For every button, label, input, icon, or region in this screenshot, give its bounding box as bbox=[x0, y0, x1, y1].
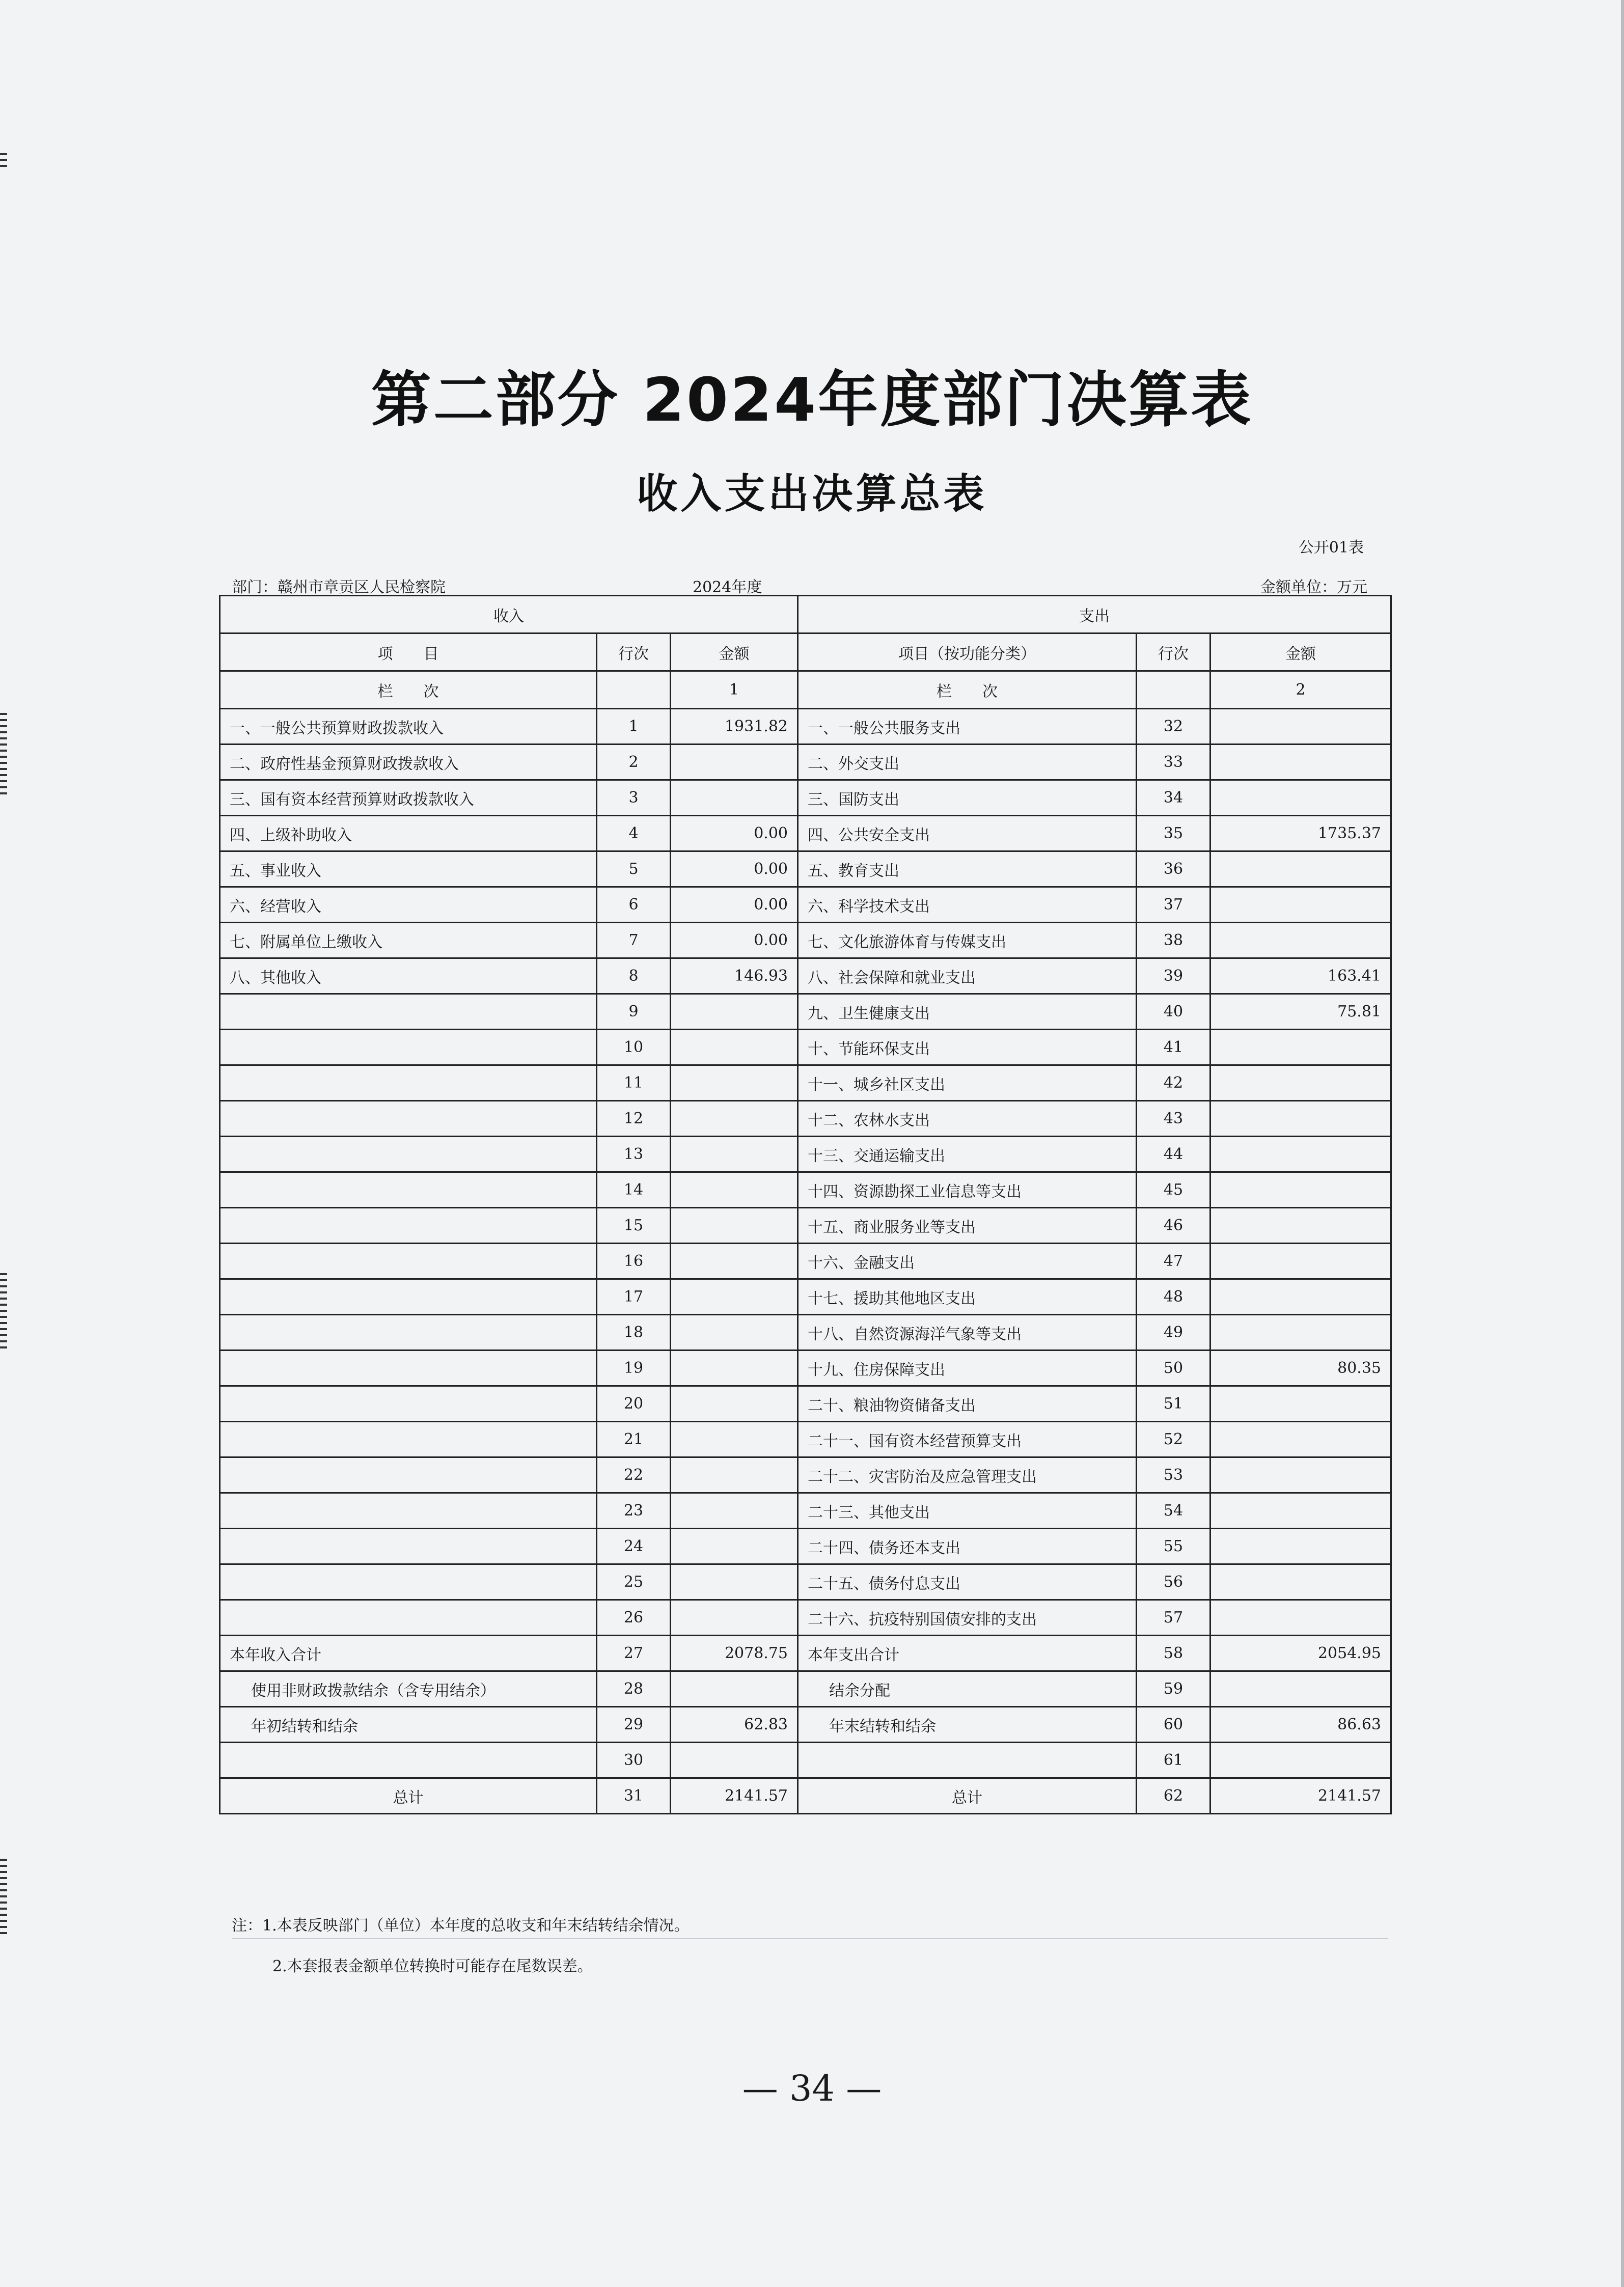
year-label: 2024年度 bbox=[693, 578, 762, 596]
table-row bbox=[220, 1743, 1391, 1778]
expense-item-cell: 结余分配 bbox=[798, 1671, 1137, 1707]
expense-row-no-cell: 42 bbox=[1137, 1065, 1210, 1101]
expense-item-cell bbox=[798, 1743, 1137, 1778]
expense-row-no-cell: 47 bbox=[1137, 1244, 1210, 1279]
expense-item-cell: 十一、城乡社区支出 bbox=[798, 1065, 1137, 1101]
income-item-cell bbox=[220, 1065, 597, 1101]
expense-amount-cell bbox=[1210, 1457, 1391, 1493]
expense-amount-cell bbox=[1210, 1279, 1391, 1315]
expense-item-cell: 一、一般公共服务支出 bbox=[798, 709, 1137, 745]
income-item-cell bbox=[220, 1279, 597, 1315]
binding-mark bbox=[0, 1273, 7, 1275]
expense-amount-cell bbox=[1210, 1743, 1391, 1778]
table-row bbox=[220, 1386, 1391, 1422]
income-amount-cell: 2141.57 bbox=[671, 1778, 798, 1814]
income-item-cell: 八、其他收入 bbox=[220, 958, 597, 994]
expense-row-no-cell: 44 bbox=[1137, 1137, 1210, 1172]
binding-mark bbox=[0, 1285, 7, 1287]
expense-row-no-cell: 33 bbox=[1137, 745, 1210, 780]
income-amount-cell bbox=[671, 1244, 798, 1279]
income-expense-table-wrapper bbox=[219, 595, 1390, 1814]
binding-mark bbox=[0, 159, 7, 161]
binding-mark bbox=[0, 1889, 7, 1891]
table-row bbox=[220, 1422, 1391, 1457]
income-expense-table bbox=[219, 595, 1392, 1814]
binding-mark bbox=[0, 1932, 7, 1934]
income-row-no-cell: 27 bbox=[597, 1636, 671, 1671]
table-row bbox=[220, 1030, 1391, 1065]
binding-mark bbox=[0, 1859, 7, 1861]
table-row bbox=[220, 1457, 1391, 1493]
expense-row-no-cell: 37 bbox=[1137, 887, 1210, 923]
expense-item-cell: 二十三、其他支出 bbox=[798, 1493, 1137, 1529]
income-item-cell: 本年收入合计 bbox=[220, 1636, 597, 1671]
expense-amount-cell bbox=[1210, 780, 1391, 816]
expense-item-cell: 七、文化旅游体育与传媒支出 bbox=[798, 923, 1137, 958]
expense-amount-cell bbox=[1210, 887, 1391, 923]
expense-item-cell: 十九、住房保障支出 bbox=[798, 1351, 1137, 1386]
form-number: 公开01表 bbox=[1298, 539, 1364, 557]
expense-row-no-cell: 43 bbox=[1137, 1101, 1210, 1137]
binding-mark bbox=[0, 1902, 7, 1904]
income-item-cell: 年初结转和结余 bbox=[220, 1707, 597, 1743]
income-row-no-cell: 7 bbox=[597, 923, 671, 958]
binding-mark bbox=[0, 1926, 7, 1928]
binding-mark bbox=[0, 1895, 7, 1897]
table-row bbox=[220, 1671, 1391, 1707]
income-row-no-cell: 6 bbox=[597, 887, 671, 923]
income-amount-cell bbox=[671, 994, 798, 1030]
table-row bbox=[220, 709, 1391, 745]
binding-mark bbox=[0, 1328, 7, 1330]
income-amount-cell bbox=[671, 1386, 798, 1422]
binding-mark bbox=[0, 1334, 7, 1336]
table-row bbox=[220, 1137, 1391, 1172]
expense-amount-cell bbox=[1210, 1386, 1391, 1422]
expense-amount-cell bbox=[1210, 1244, 1391, 1279]
income-amount-cell: 62.83 bbox=[671, 1707, 798, 1743]
expense-row-no-cell: 48 bbox=[1137, 1279, 1210, 1315]
expense-amount-header: 金额 bbox=[1210, 633, 1391, 671]
income-row-no-cell: 24 bbox=[597, 1529, 671, 1564]
income-row-no-cell: 15 bbox=[597, 1208, 671, 1244]
expense-amount-cell bbox=[1210, 1422, 1391, 1457]
table-row bbox=[220, 1244, 1391, 1279]
income-item-cell bbox=[220, 1137, 597, 1172]
binding-mark bbox=[0, 1920, 7, 1922]
binding-mark bbox=[0, 1279, 7, 1281]
binding-mark bbox=[0, 1310, 7, 1312]
expense-row-no-cell: 39 bbox=[1137, 958, 1210, 994]
income-amount-cell bbox=[671, 745, 798, 780]
binding-mark bbox=[0, 792, 7, 794]
expense-amount-cell bbox=[1210, 745, 1391, 780]
binding-mark bbox=[0, 1340, 7, 1342]
income-item-cell bbox=[220, 1493, 597, 1529]
income-amount-cell bbox=[671, 1315, 798, 1351]
income-amount-cell bbox=[671, 780, 798, 816]
income-row-no-cell: 25 bbox=[597, 1564, 671, 1600]
table-row bbox=[220, 1279, 1391, 1315]
binding-mark bbox=[0, 750, 7, 752]
income-item-cell bbox=[220, 994, 597, 1030]
expense-item-cell: 二十、粮油物资储备支出 bbox=[798, 1386, 1137, 1422]
section-header-row bbox=[220, 596, 1391, 633]
expense-item-cell: 二十五、债务付息支出 bbox=[798, 1564, 1137, 1600]
unit-label: 金额单位：万元 bbox=[1260, 578, 1367, 596]
income-item-cell: 四、上级补助收入 bbox=[220, 816, 597, 851]
income-amount-cell bbox=[671, 1208, 798, 1244]
income-amount-header: 金额 bbox=[671, 633, 798, 671]
expense-row-no-cell: 50 bbox=[1137, 1351, 1210, 1386]
table-row bbox=[220, 816, 1391, 851]
expense-row-no-cell: 56 bbox=[1137, 1564, 1210, 1600]
binding-mark bbox=[0, 786, 7, 788]
income-row-no-cell: 10 bbox=[597, 1030, 671, 1065]
expense-amount-cell: 2054.95 bbox=[1210, 1636, 1391, 1671]
binding-mark bbox=[0, 725, 7, 727]
income-item-cell: 二、政府性基金预算财政拨款收入 bbox=[220, 745, 597, 780]
binding-mark bbox=[0, 768, 7, 770]
expense-header: 支出 bbox=[798, 596, 1391, 633]
expense-item-cell: 二十六、抗疫特别国债安排的支出 bbox=[798, 1600, 1137, 1636]
expense-item-cell: 十二、农林水支出 bbox=[798, 1101, 1137, 1137]
income-amount-cell bbox=[671, 1279, 798, 1315]
income-row-no-cell: 22 bbox=[597, 1457, 671, 1493]
expense-amount-cell bbox=[1210, 1172, 1391, 1208]
note-2: 2.本套报表金额单位转换时可能存在尾数误差。 bbox=[272, 1958, 593, 1975]
page-number: — 34 — bbox=[742, 2068, 882, 2109]
income-row-no-cell: 20 bbox=[597, 1386, 671, 1422]
binding-mark bbox=[0, 1346, 7, 1348]
table-row bbox=[220, 745, 1391, 780]
expense-item-cell: 十五、商业服务业等支出 bbox=[798, 1208, 1137, 1244]
binding-mark bbox=[0, 1871, 7, 1873]
expense-item-cell: 二十二、灾害防治及应急管理支出 bbox=[798, 1457, 1137, 1493]
expense-row-no-cell: 45 bbox=[1137, 1172, 1210, 1208]
income-row-no-cell: 29 bbox=[597, 1707, 671, 1743]
table-row bbox=[220, 1778, 1391, 1814]
expense-amount-cell bbox=[1210, 1529, 1391, 1564]
expense-row-no-header: 行次 bbox=[1137, 633, 1210, 671]
income-item-cell: 六、经营收入 bbox=[220, 887, 597, 923]
department-label: 部门：赣州市章贡区人民检察院 bbox=[232, 578, 446, 596]
income-amount-cell: 1931.82 bbox=[671, 709, 798, 745]
income-item-cell: 七、附属单位上缴收入 bbox=[220, 923, 597, 958]
binding-mark bbox=[0, 762, 7, 764]
expense-row-no-cell: 52 bbox=[1137, 1422, 1210, 1457]
income-col-label: 栏 次 bbox=[220, 671, 597, 709]
income-row-no-cell: 28 bbox=[597, 1671, 671, 1707]
expense-amount-cell bbox=[1210, 1493, 1391, 1529]
table-row bbox=[220, 1707, 1391, 1743]
table-row bbox=[220, 1208, 1391, 1244]
income-row-no-cell: 14 bbox=[597, 1172, 671, 1208]
income-row-no-cell: 2 bbox=[597, 745, 671, 780]
income-item-cell: 总计 bbox=[220, 1778, 597, 1814]
income-amount-cell bbox=[671, 1351, 798, 1386]
expense-item-cell: 本年支出合计 bbox=[798, 1636, 1137, 1671]
income-item-cell bbox=[220, 1529, 597, 1564]
table-meta bbox=[232, 574, 1367, 595]
binding-mark bbox=[0, 756, 7, 758]
income-amount-cell bbox=[671, 1457, 798, 1493]
income-row-no-cell: 1 bbox=[597, 709, 671, 745]
expense-row-no-cell: 55 bbox=[1137, 1529, 1210, 1564]
expense-row-no-cell: 49 bbox=[1137, 1315, 1210, 1351]
binding-mark bbox=[0, 743, 7, 746]
expense-amount-cell bbox=[1210, 1315, 1391, 1351]
expense-row-no-cell: 53 bbox=[1137, 1457, 1210, 1493]
income-amount-cell bbox=[671, 1101, 798, 1137]
income-amount-cell: 0.00 bbox=[671, 923, 798, 958]
expense-amount-cell: 80.35 bbox=[1210, 1351, 1391, 1386]
table-row bbox=[220, 1351, 1391, 1386]
income-item-cell: 一、一般公共预算财政拨款收入 bbox=[220, 709, 597, 745]
expense-item-cell: 四、公共安全支出 bbox=[798, 816, 1137, 851]
income-row-no-cell: 11 bbox=[597, 1065, 671, 1101]
income-amount-cell bbox=[671, 1065, 798, 1101]
binding-mark bbox=[0, 165, 7, 167]
income-amount-cell bbox=[671, 1671, 798, 1707]
expense-row-no-cell: 60 bbox=[1137, 1707, 1210, 1743]
expense-item-cell: 六、科学技术支出 bbox=[798, 887, 1137, 923]
expense-item-cell: 十八、自然资源海洋气象等支出 bbox=[798, 1315, 1137, 1351]
binding-mark bbox=[0, 153, 7, 155]
table-row bbox=[220, 887, 1391, 923]
binding-mark bbox=[0, 1316, 7, 1318]
income-row-no-cell: 30 bbox=[597, 1743, 671, 1778]
table-row bbox=[220, 1065, 1391, 1101]
income-item-cell: 五、事业收入 bbox=[220, 851, 597, 887]
table-row bbox=[220, 958, 1391, 994]
expense-item-cell: 十三、交通运输支出 bbox=[798, 1137, 1137, 1172]
expense-amount-cell: 86.63 bbox=[1210, 1707, 1391, 1743]
table-row bbox=[220, 851, 1391, 887]
income-amount-cell: 146.93 bbox=[671, 958, 798, 994]
income-row-no-cell: 21 bbox=[597, 1422, 671, 1457]
income-item-cell: 三、国有资本经营预算财政拨款收入 bbox=[220, 780, 597, 816]
expense-item-cell: 十七、援助其他地区支出 bbox=[798, 1279, 1137, 1315]
income-amount-cell: 0.00 bbox=[671, 887, 798, 923]
table-row bbox=[220, 780, 1391, 816]
income-amount-cell: 2078.75 bbox=[671, 1636, 798, 1671]
binding-mark bbox=[0, 731, 7, 733]
income-amount-cell bbox=[671, 1030, 798, 1065]
expense-amount-cell bbox=[1210, 851, 1391, 887]
income-row-no-cell: 31 bbox=[597, 1778, 671, 1814]
expense-amount-cell bbox=[1210, 709, 1391, 745]
expense-amount-cell: 163.41 bbox=[1210, 958, 1391, 994]
expense-item-cell: 五、教育支出 bbox=[798, 851, 1137, 887]
expense-col-label: 栏 次 bbox=[798, 671, 1137, 709]
table-row bbox=[220, 923, 1391, 958]
expense-item-cell: 总计 bbox=[798, 1778, 1137, 1814]
income-item-cell bbox=[220, 1101, 597, 1137]
income-row-no-cell: 23 bbox=[597, 1493, 671, 1529]
income-amount-cell: 0.00 bbox=[671, 816, 798, 851]
table-row bbox=[220, 1564, 1391, 1600]
table-row bbox=[220, 1172, 1391, 1208]
expense-row-no-cell: 59 bbox=[1137, 1671, 1210, 1707]
income-item-cell bbox=[220, 1030, 597, 1065]
expense-amount-cell bbox=[1210, 1671, 1391, 1707]
table-row bbox=[220, 1529, 1391, 1564]
expense-amount-cell bbox=[1210, 1137, 1391, 1172]
expense-amount-cell bbox=[1210, 1030, 1391, 1065]
expense-item-cell: 八、社会保障和就业支出 bbox=[798, 958, 1137, 994]
binding-mark bbox=[0, 1304, 7, 1306]
empty-cell bbox=[1137, 671, 1210, 709]
income-row-no-cell: 3 bbox=[597, 780, 671, 816]
expense-amount-cell: 2141.57 bbox=[1210, 1778, 1391, 1814]
binding-mark bbox=[0, 1298, 7, 1300]
expense-row-no-cell: 61 bbox=[1137, 1743, 1210, 1778]
expense-amount-cell: 1735.37 bbox=[1210, 816, 1391, 851]
expense-row-no-cell: 46 bbox=[1137, 1208, 1210, 1244]
income-amount-cell bbox=[671, 1600, 798, 1636]
income-row-no-cell: 26 bbox=[597, 1600, 671, 1636]
income-item-cell bbox=[220, 1422, 597, 1457]
income-amount-cell bbox=[671, 1137, 798, 1172]
expense-row-no-cell: 38 bbox=[1137, 923, 1210, 958]
binding-mark bbox=[0, 737, 7, 739]
table-title: 收入支出决算总表 bbox=[637, 470, 987, 517]
income-item-cell bbox=[220, 1386, 597, 1422]
expense-row-no-cell: 40 bbox=[1137, 994, 1210, 1030]
expense-item-cell: 九、卫生健康支出 bbox=[798, 994, 1137, 1030]
table-row bbox=[220, 1600, 1391, 1636]
income-amount-cell bbox=[671, 1493, 798, 1529]
expense-item-cell: 十六、金融支出 bbox=[798, 1244, 1137, 1279]
expense-amount-cell: 75.81 bbox=[1210, 994, 1391, 1030]
expense-row-no-cell: 51 bbox=[1137, 1386, 1210, 1422]
income-row-no-cell: 12 bbox=[597, 1101, 671, 1137]
expense-item-cell: 十四、资源勘探工业信息等支出 bbox=[798, 1172, 1137, 1208]
binding-mark bbox=[0, 1877, 7, 1879]
expense-item-cell: 十、节能环保支出 bbox=[798, 1030, 1137, 1065]
empty-cell bbox=[597, 671, 671, 709]
expense-row-no-cell: 36 bbox=[1137, 851, 1210, 887]
table-row bbox=[220, 1101, 1391, 1137]
expense-row-no-cell: 57 bbox=[1137, 1600, 1210, 1636]
income-row-no-cell: 19 bbox=[597, 1351, 671, 1386]
income-row-no-cell: 9 bbox=[597, 994, 671, 1030]
binding-mark bbox=[0, 1865, 7, 1867]
income-row-no-cell: 13 bbox=[597, 1137, 671, 1172]
expense-row-no-cell: 32 bbox=[1137, 709, 1210, 745]
column-header-row bbox=[220, 633, 1391, 671]
income-row-no-cell: 8 bbox=[597, 958, 671, 994]
expense-item-cell: 二十一、国有资本经营预算支出 bbox=[798, 1422, 1137, 1457]
binding-mark bbox=[0, 1322, 7, 1324]
income-amount-cell bbox=[671, 1172, 798, 1208]
income-item-cell bbox=[220, 1315, 597, 1351]
income-item-cell bbox=[220, 1600, 597, 1636]
expense-col-index: 2 bbox=[1210, 671, 1391, 709]
binding-mark bbox=[0, 1883, 7, 1885]
expense-item-cell: 三、国防支出 bbox=[798, 780, 1137, 816]
income-amount-cell: 0.00 bbox=[671, 851, 798, 887]
income-item-cell bbox=[220, 1457, 597, 1493]
binding-mark bbox=[0, 1291, 7, 1293]
table-notes bbox=[232, 1906, 690, 1987]
income-item-cell bbox=[220, 1172, 597, 1208]
income-item-cell bbox=[220, 1244, 597, 1279]
income-item-cell bbox=[220, 1351, 597, 1386]
column-index-row bbox=[220, 671, 1391, 709]
expense-row-no-cell: 34 bbox=[1137, 780, 1210, 816]
income-item-cell bbox=[220, 1743, 597, 1778]
income-item-cell: 使用非财政拨款结余（含专用结余） bbox=[220, 1671, 597, 1707]
table-row bbox=[220, 1315, 1391, 1351]
expense-amount-cell bbox=[1210, 1065, 1391, 1101]
table-row bbox=[220, 994, 1391, 1030]
expense-amount-cell bbox=[1210, 1101, 1391, 1137]
expense-item-cell: 年末结转和结余 bbox=[798, 1707, 1137, 1743]
table-row bbox=[220, 1636, 1391, 1671]
income-item-header: 项 目 bbox=[220, 633, 597, 671]
binding-mark bbox=[0, 774, 7, 776]
expense-row-no-cell: 54 bbox=[1137, 1493, 1210, 1529]
expense-item-cell: 二、外交支出 bbox=[798, 745, 1137, 780]
page-title: 第二部分 2024年度部门决算表 bbox=[371, 365, 1253, 435]
expense-row-no-cell: 41 bbox=[1137, 1030, 1210, 1065]
income-amount-cell bbox=[671, 1564, 798, 1600]
binding-mark bbox=[0, 713, 7, 715]
expense-row-no-cell: 62 bbox=[1137, 1778, 1210, 1814]
expense-item-cell: 二十四、债务还本支出 bbox=[798, 1529, 1137, 1564]
income-item-cell bbox=[220, 1564, 597, 1600]
income-row-no-cell: 16 bbox=[597, 1244, 671, 1279]
income-row-no-cell: 5 bbox=[597, 851, 671, 887]
income-row-no-cell: 18 bbox=[597, 1315, 671, 1351]
expense-row-no-cell: 35 bbox=[1137, 816, 1210, 851]
table-row bbox=[220, 1493, 1391, 1529]
income-header: 收入 bbox=[220, 596, 798, 633]
income-amount-cell bbox=[671, 1422, 798, 1457]
income-row-no-header: 行次 bbox=[597, 633, 671, 671]
binding-mark bbox=[0, 719, 7, 721]
income-amount-cell bbox=[671, 1529, 798, 1564]
income-row-no-cell: 4 bbox=[597, 816, 671, 851]
expense-amount-cell bbox=[1210, 923, 1391, 958]
note-divider bbox=[232, 1938, 1388, 1939]
expense-amount-cell bbox=[1210, 1600, 1391, 1636]
income-amount-cell bbox=[671, 1743, 798, 1778]
note-1: 注：1.本表反映部门（单位）本年度的总收支和年末结转结余情况。 bbox=[232, 1917, 690, 1935]
expense-row-no-cell: 58 bbox=[1137, 1636, 1210, 1671]
binding-mark bbox=[0, 1914, 7, 1916]
income-col-index: 1 bbox=[671, 671, 798, 709]
expense-amount-cell bbox=[1210, 1208, 1391, 1244]
expense-amount-cell bbox=[1210, 1564, 1391, 1600]
binding-mark bbox=[0, 780, 7, 782]
binding-mark bbox=[0, 1908, 7, 1910]
income-item-cell bbox=[220, 1208, 597, 1244]
income-row-no-cell: 17 bbox=[597, 1279, 671, 1315]
expense-item-header: 项目（按功能分类） bbox=[798, 633, 1137, 671]
